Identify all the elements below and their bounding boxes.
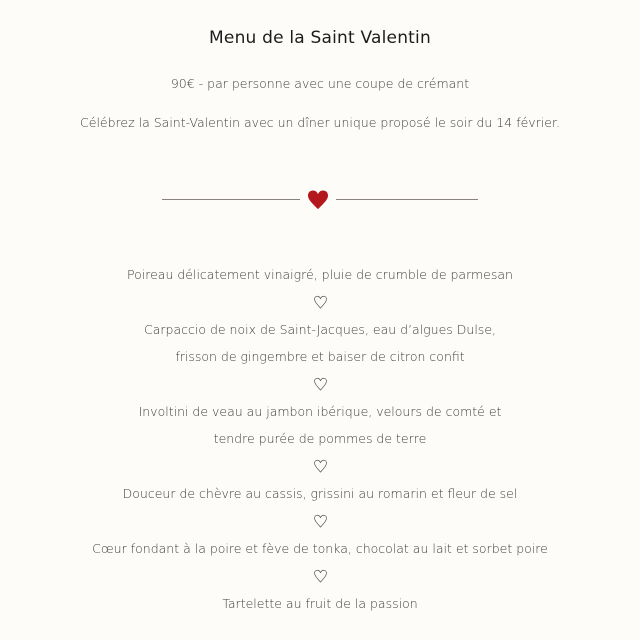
heart-outline-icon: [313, 569, 328, 584]
dish-starter-2: [0, 316, 640, 370]
intro-text: Célébrez la Saint-Valentin avec un dîner unique proposé le soir du 14 février.: [80, 115, 560, 130]
heart-outline-icon: [313, 295, 328, 310]
dish-line: Involtini de veau au jambon ibérique, velours de comté et: [138, 404, 502, 419]
dish-main: [0, 398, 640, 452]
dish-line: Cœur fondant à la poire et fève de tonka, chocolat au lait et sorbet poire: [92, 541, 548, 556]
separator: [0, 288, 640, 316]
separator: [0, 507, 640, 535]
dish-line: Douceur de chèvre au cassis, grissini au romarin et fleur de sel: [122, 486, 518, 501]
separator: [0, 452, 640, 480]
dish-line: Poireau délicatement vinaigré, pluie de crumble de parmesan: [127, 267, 513, 282]
divider-line-right: [336, 199, 478, 200]
dish-line: Tartelette au fruit de la passion: [222, 596, 418, 611]
dish-line: frisson de gingembre et baiser de citron confit: [175, 349, 465, 364]
dish-mignardise: [0, 590, 640, 617]
heart-divider: [0, 189, 640, 211]
separator: [0, 370, 640, 398]
dish-dessert: [0, 535, 640, 562]
dish-line: tendre purée de pommes de terre: [213, 431, 427, 446]
price-line: 90€ - par personne avec une coupe de crémant: [170, 76, 470, 91]
menu-list: [0, 261, 640, 617]
dish-starter-1: [0, 261, 640, 288]
heart-outline-icon: [313, 459, 328, 474]
separator: [0, 562, 640, 590]
divider-line-left: [162, 199, 300, 200]
dish-line: Carpaccio de noix de Saint-Jacques, eau d’algues Dulse,: [144, 322, 496, 337]
heart-outline-icon: [313, 377, 328, 392]
heart-icon: [307, 190, 329, 210]
dish-cheese: [0, 480, 640, 507]
page-title: Menu de la Saint Valentin: [209, 28, 431, 48]
heart-outline-icon: [313, 514, 328, 529]
